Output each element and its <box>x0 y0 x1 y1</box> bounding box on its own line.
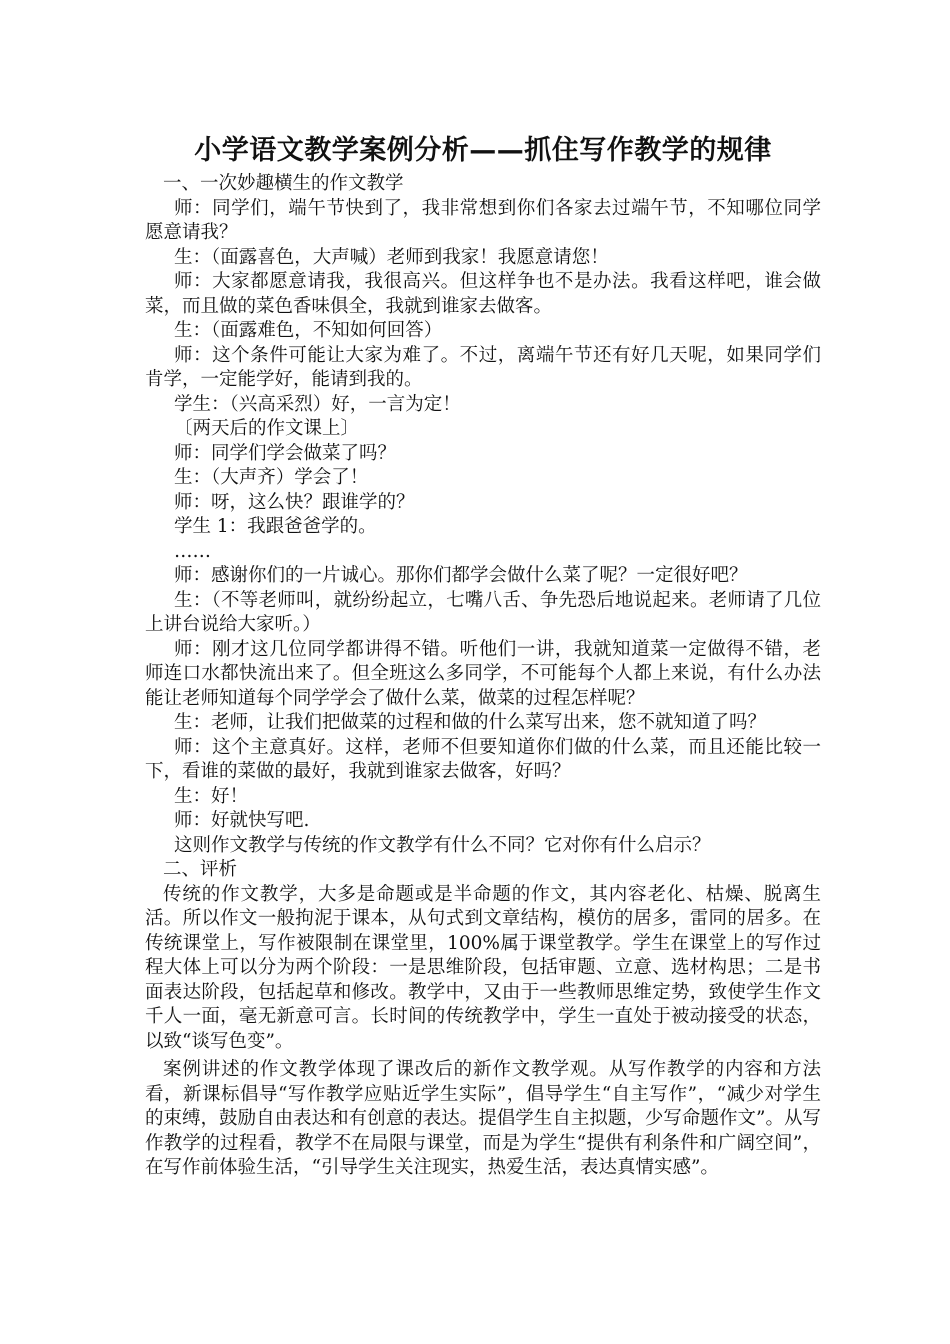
dialogue-line: 生：（不等老师叫，就纷纷起立，七嘴八舌、争先恐后地说起来。老师请了几位上讲台说给大家听。） <box>145 589 821 635</box>
dialogue-line: 生：（面露难色，不知如何回答） <box>174 320 443 341</box>
section-heading-analysis: 二、评析 <box>163 859 238 880</box>
discussion-question: 这则作文教学与传统的作文教学有什么不同？它对你有什么启示？ <box>174 834 711 856</box>
dialogue-line: 师：这个主意真好。这样，老师不但要知道你们做的什么菜，而且还能比较一下，看谁的菜做的最好，我就到谁家去做客，好吗？ <box>145 736 821 782</box>
dialogue-line: 师：好就快写吧. <box>174 810 310 831</box>
dialogue-line: 师：刚才这几位同学都讲得不错。听他们一讲，我就知道菜一定做得不错，老师连口水都快流出来了。但全班这么多同学，不可能每个人都上来说，有什么办法能让老师知道每个同学学会了做什么菜，做菜的过程怎样呢？ <box>145 638 821 709</box>
analysis-paragraph: 传统的作文教学，大多是命题或是半命题的作文，其内容老化、枯燥、脱离生活。所以作文一般拘泥于课本，从句式到文章结构，模仿的居多，雷同的居多。在传统课堂上，写作被限制在课堂里，100%属于课堂教学。学生在课堂上的写作过程大体上可以分为两个阶段：一是思维阶段，包括审题、立意、选材构思；二是书面表达阶段，包括起草和修改。教学中，又由于一些教师思维定势，致使学生作文千人一面，毫无新意可言。长时间的传统教学中，学生一直处于被动接受的状态，以致“谈写色变”。 <box>145 883 821 1052</box>
document-page <box>145 132 821 1181</box>
dialogue-line: 学生：（兴高采烈）好，一言为定！ <box>174 393 461 415</box>
dialogue-line: 师：感谢你们的一片诚心。那你们都学会做什么菜了呢？一定很好吧？ <box>174 565 748 586</box>
dialogue-line: 〔两天后的作文课上〕 <box>174 418 360 439</box>
dialogue-section <box>145 197 821 859</box>
dialogue-line: …… <box>174 540 211 562</box>
dialogue-line: 师：这个条件可能让大家为难了。不过，离端午节还有好几天呢，如果同学们肯学，一定能学好，能请到我的。 <box>145 344 821 390</box>
dialogue-line: 师：同学们学会做菜了吗？ <box>174 442 397 464</box>
dialogue-line: 生：好！ <box>174 785 249 807</box>
dialogue-line: 师：大家都愿意请我，我很高兴。但这样争也不是办法。我看这样吧，谁会做菜，而且做的菜色香味俱全，我就到谁家去做客。 <box>145 271 821 317</box>
dialogue-line: 师：呀，这么快？跟谁学的？ <box>174 491 415 513</box>
dialogue-line: 师：同学们，端午节快到了，我非常想到你们各家去过端午节，不知哪位同学愿意请我？ <box>145 197 821 243</box>
dialogue-line: 学生 1：我跟爸爸学的。 <box>174 516 377 537</box>
document-title: 小学语文教学案例分析——抓住写作教学的规律 <box>194 135 772 166</box>
dialogue-line: 生：老师，让我们把做菜的过程和做的什么菜写出来，您不就知道了吗？ <box>174 712 767 733</box>
analysis-section <box>145 883 821 1181</box>
dialogue-line: 生：（面露喜色，大声喊）老师到我家！我愿意请您！ <box>174 246 609 268</box>
analysis-paragraph: 案例讲述的作文教学体现了课改后的新作文教学观。从写作教学的内容和方法看，新课标倡导“写作教学应贴近学生实际”，倡导学生“自主写作”，“减少对学生的束缚，鼓励自由表达和有创意的表达。提倡学生自主拟题，少写命题作文”。从写作教学的过程看，教学不在局限与课堂，而是为学生“提供有利条件和广阔空间”，在写作前体验生活，“引导学生关注现实，热爱生活，表达真情实感”。 <box>145 1059 821 1178</box>
dialogue-line: 生：（大声齐）学会了！ <box>174 467 369 488</box>
section-heading-case: 一、一次妙趣横生的作文教学 <box>163 173 404 194</box>
